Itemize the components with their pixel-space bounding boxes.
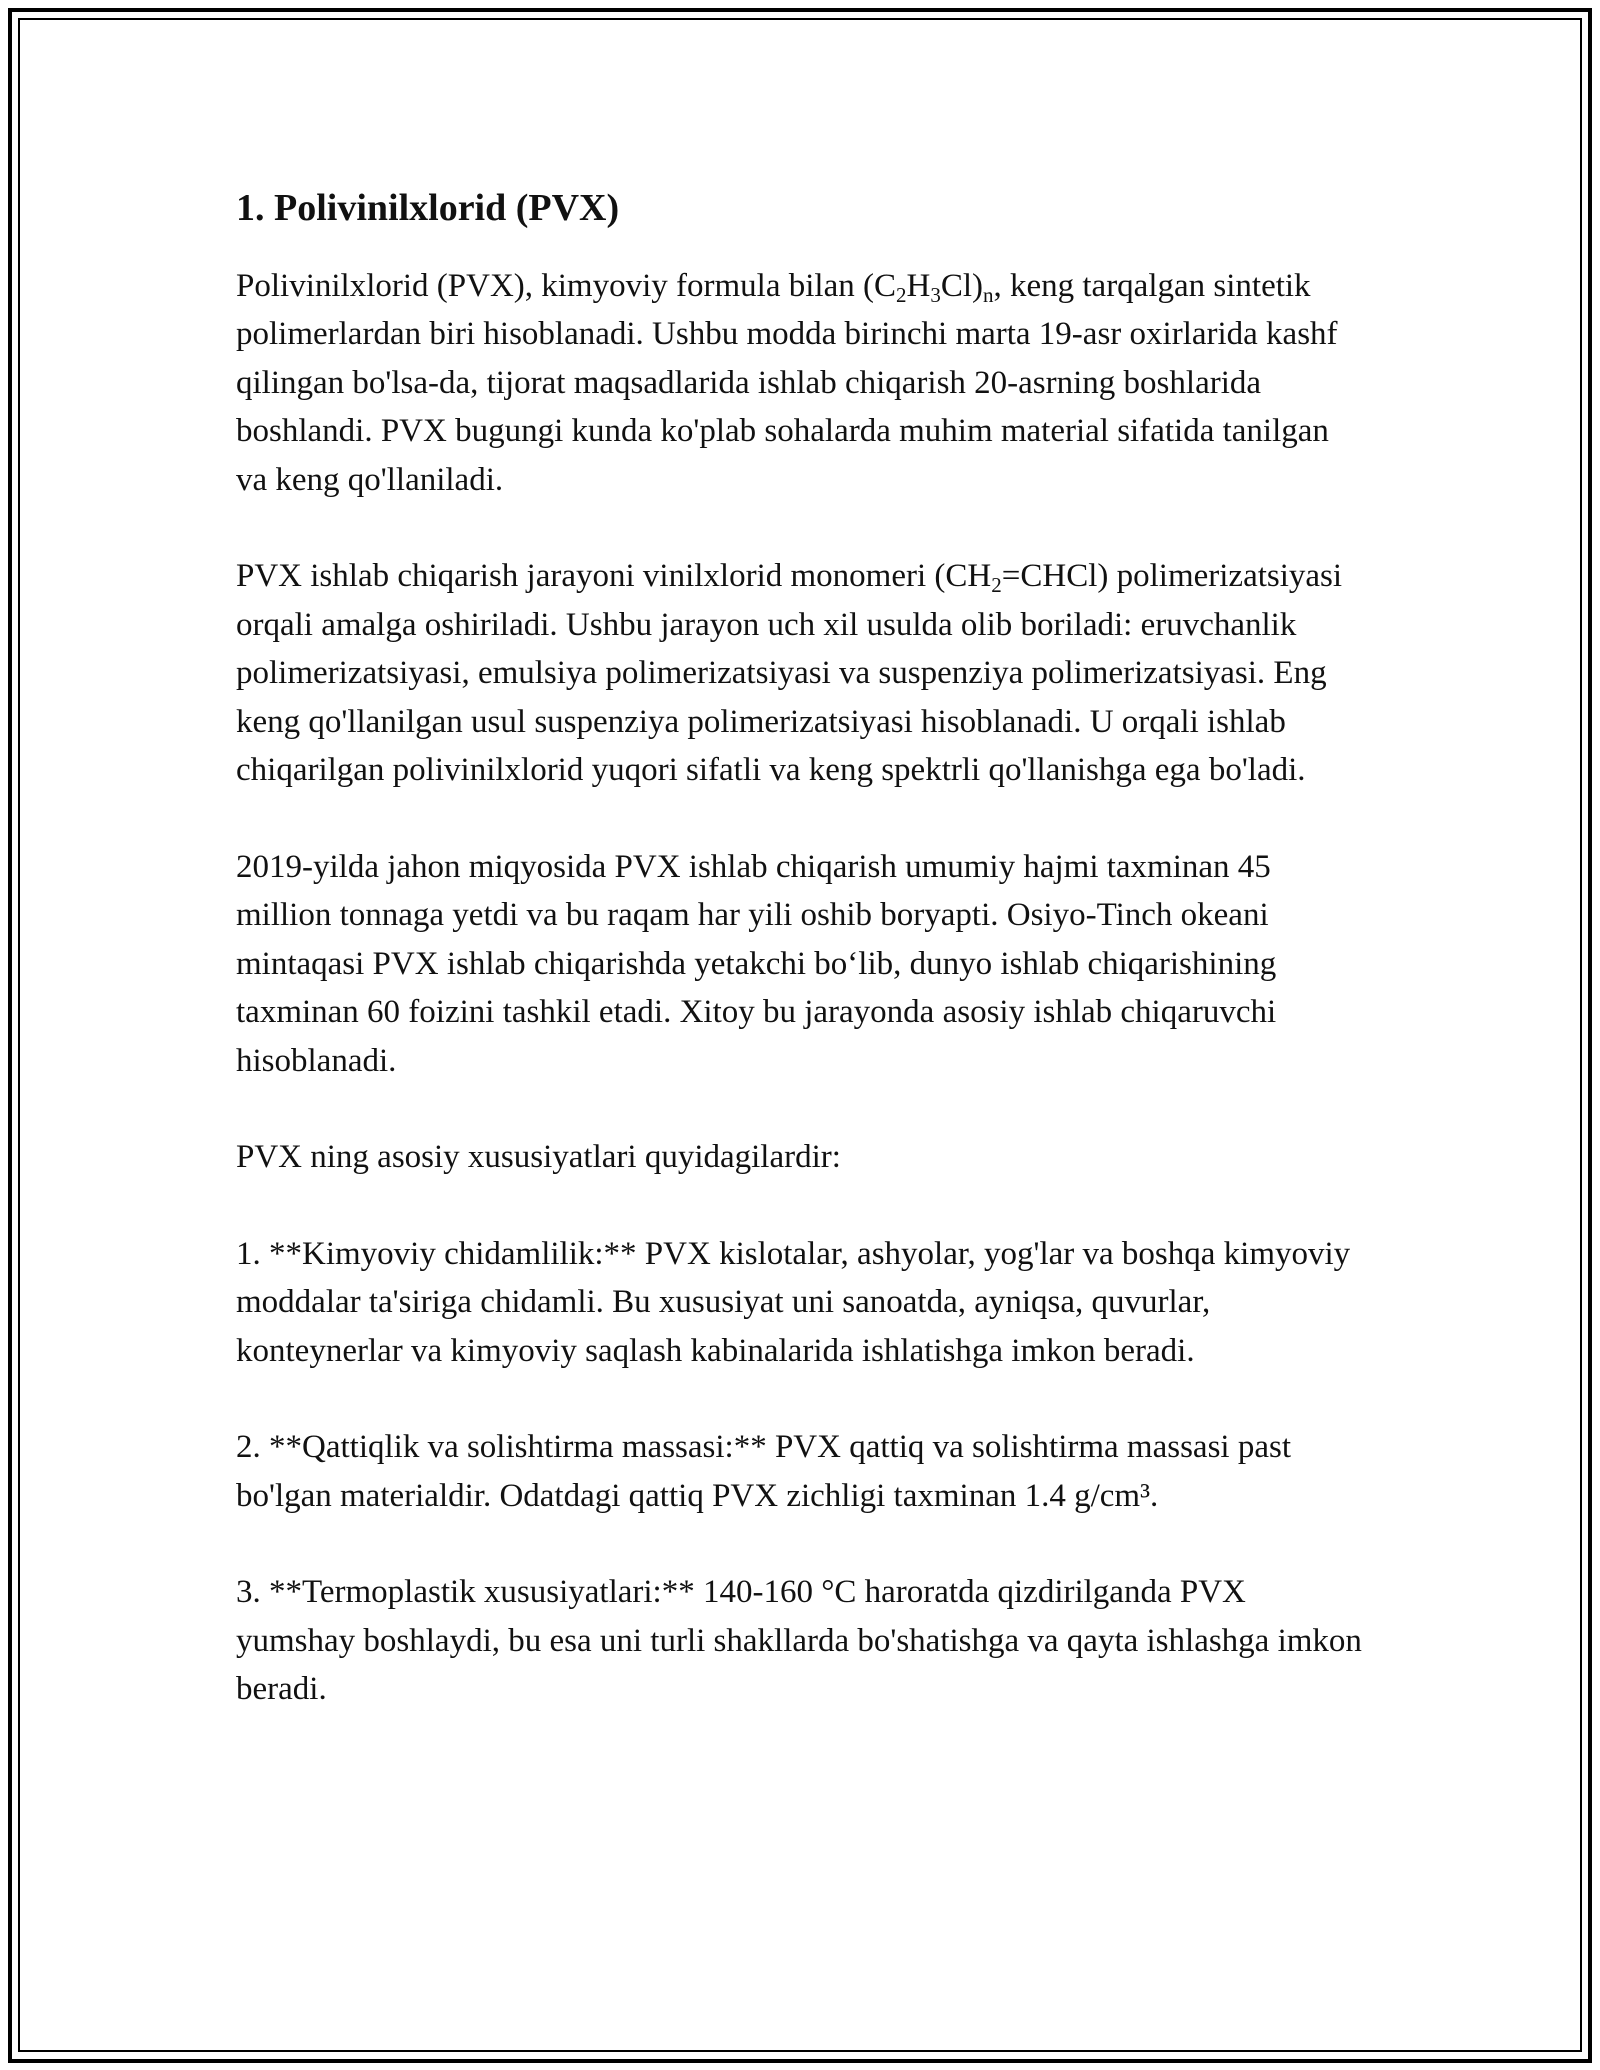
paragraph-global-production: 2019-yilda jahon miqyosida PVX ishlab chiqarish umumiy hajmi taxminan 45 million tonnaga yetdi va bu raqam har yili oshib boryapti. Osiyo-Tinch okeani mintaqasi PVX ishlab chiqarishda yetakchi bo‘lib, dunyo ishlab chiqarishining taxminan 60 foizini tashkil etadi. Xitoy bu jarayonda asosiy ishlab chiqaruvchi hisoblanadi. (236, 848, 1277, 1079)
document-body (236, 186, 1368, 1714)
paragraph-production-process: PVX ishlab chiqarish jarayoni vinilxlorid monomeri $(CH_2=CHCl)$ polimerizatsiyasi orqali amalga oshiriladi. Ushbu jarayon uch xil usulda olib boriladi: eruvchanlik polimerizatsiyasi, emulsiya polimerizatsiyasi va suspenziya polimerizatsiyasi. Eng keng qo'llanilgan usul suspenziya polimerizatsiyasi hisoblanadi. U orqali ishlab chiqarilgan polivinilxlorid yuqori sifatli va keng spektrli qo'llanishga ega bo'ladi. (236, 558, 1343, 789)
paragraph-properties-intro: PVX ning asosiy xususiyatlari quyidagilardir: (236, 1139, 841, 1176)
list-item-chemical-resistance: 1. **Kimyoviy chidamlilik:** PVX kislotalar, ashyolar, yog'lar va boshqa kimyoviy moddalar ta'siriga chidamli. Bu xususiyat uni sanoatda, ayniqsa, quvurlar, konteynerlar va kimyoviy saqlash kabinalarida ishlatishga imkon beradi. (236, 1235, 1351, 1369)
paragraph-intro: Polivinilxlorid (PVX), kimyoviy formula bilan $(C_2H_3Cl)_n$, keng tarqalgan sintetik polimerlardan biri hisoblanadi. Ushbu modda birinchi marta 19-asr oxirlarida kashf qilingan bo'lsa-da, tijorat maqsadlarida ishlab chiqarish 20-asrning boshlarida boshlandi. PVX bugungi kunda ko'plab sohalarda muhim material sifatida tanilgan va keng qo'llaniladi. (236, 267, 1338, 498)
list-item-thermoplastic: 3. **Termoplastik xususiyatlari:** 140-160 °C haroratda qizdirilganda PVX yumshay boshlaydi, bu esa uni turli shakllarda bo'shatishga va qayta ishlashga imkon beradi. (236, 1574, 1362, 1708)
list-item-hardness-density: 2. **Qattiqlik va solishtirma massasi:** PVX qattiq va solishtirma massasi past bo'lgan materialdir. Odatdagi qattiq PVX zichligi taxminan 1.4 g/cm³. (236, 1429, 1292, 1514)
section-title: 1. Polivinilxlorid (PVX) (236, 187, 620, 229)
